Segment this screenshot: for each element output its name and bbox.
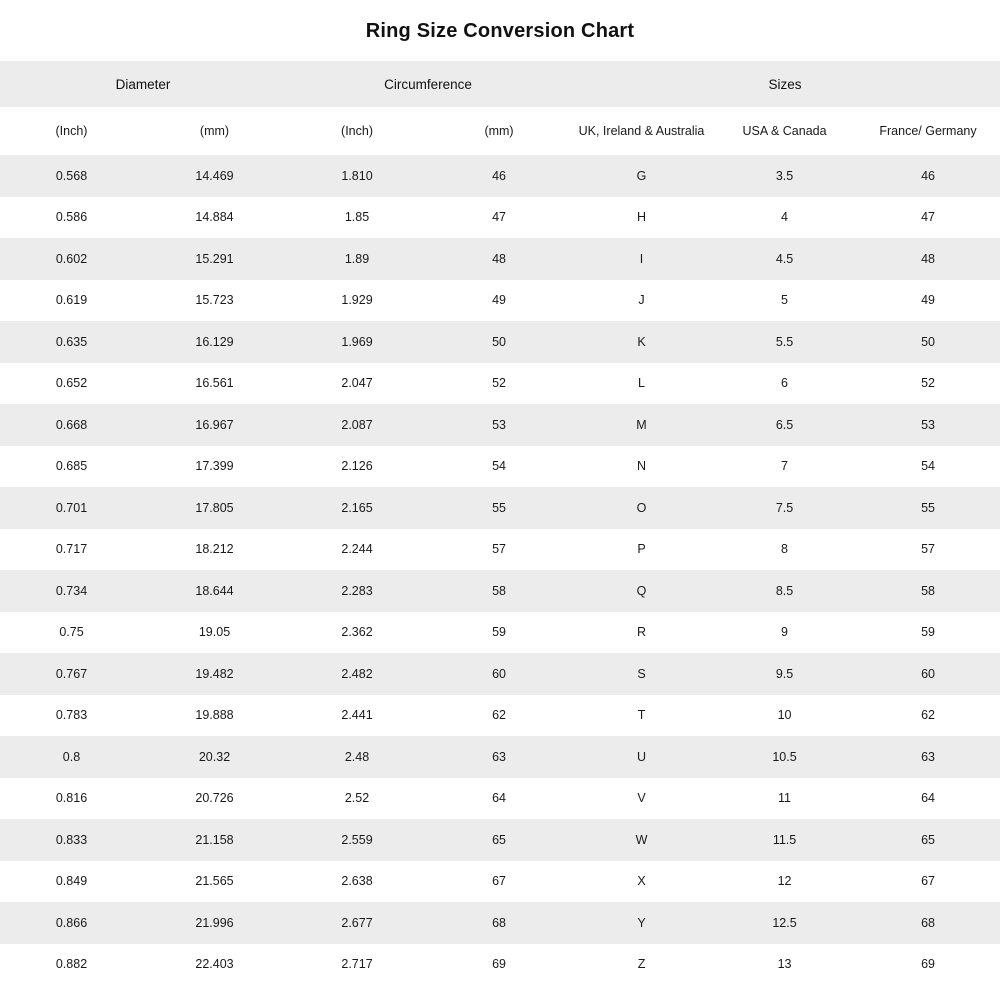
ring-size-conversion-table	[0, 61, 1000, 985]
table-cell: 54	[428, 446, 570, 488]
table-cell: 52	[856, 363, 1000, 405]
table-cell: 2.244	[286, 529, 428, 571]
table-cell: 48	[856, 238, 1000, 280]
table-cell: 1.929	[286, 280, 428, 322]
table-cell: 47	[428, 197, 570, 239]
table-cell: 53	[856, 404, 1000, 446]
table-cell: 47	[856, 197, 1000, 239]
table-cell: 2.52	[286, 778, 428, 820]
table-cell: K	[570, 321, 713, 363]
table-cell: 4	[713, 197, 856, 239]
table-cell: 6	[713, 363, 856, 405]
table-cell: 4.5	[713, 238, 856, 280]
table-cell: O	[570, 487, 713, 529]
table-cell: 0.866	[0, 902, 143, 944]
table-cell: 2.48	[286, 736, 428, 778]
table-cell: 20.32	[143, 736, 286, 778]
table-cell: 65	[856, 819, 1000, 861]
table-cell: J	[570, 280, 713, 322]
table-cell: 59	[428, 612, 570, 654]
table-row	[0, 363, 1000, 405]
table-cell: 2.047	[286, 363, 428, 405]
table-cell: 8.5	[713, 570, 856, 612]
table-cell: 49	[856, 280, 1000, 322]
table-row	[0, 778, 1000, 820]
table-cell: 0.767	[0, 653, 143, 695]
table-cell: 9	[713, 612, 856, 654]
table-cell: 5.5	[713, 321, 856, 363]
sub-header-cell: France/ Germany	[856, 107, 1000, 155]
group-header-cell: Circumference	[286, 61, 570, 107]
table-cell: 0.586	[0, 197, 143, 239]
table-cell: M	[570, 404, 713, 446]
group-header-cell: Diameter	[0, 61, 286, 107]
table-cell: 1.89	[286, 238, 428, 280]
table-cell: 55	[856, 487, 1000, 529]
table-cell: 63	[428, 736, 570, 778]
table-cell: 0.602	[0, 238, 143, 280]
table-cell: 53	[428, 404, 570, 446]
table-cell: 2.362	[286, 612, 428, 654]
group-header-row	[0, 61, 1000, 107]
table-row	[0, 280, 1000, 322]
table-row	[0, 155, 1000, 197]
table-cell: 52	[428, 363, 570, 405]
sub-header-cell: (mm)	[143, 107, 286, 155]
table-cell: W	[570, 819, 713, 861]
table-cell: 69	[856, 944, 1000, 986]
table-cell: 8	[713, 529, 856, 571]
table-cell: 67	[428, 861, 570, 903]
table-cell: Q	[570, 570, 713, 612]
table-cell: 0.8	[0, 736, 143, 778]
table-cell: 1.810	[286, 155, 428, 197]
table-cell: H	[570, 197, 713, 239]
table-cell: 50	[428, 321, 570, 363]
table-cell: 21.996	[143, 902, 286, 944]
table-cell: 68	[856, 902, 1000, 944]
table-cell: 2.559	[286, 819, 428, 861]
table-header	[0, 61, 1000, 155]
table-cell: 15.723	[143, 280, 286, 322]
sub-header-cell: (Inch)	[0, 107, 143, 155]
table-cell: 2.638	[286, 861, 428, 903]
table-cell: N	[570, 446, 713, 488]
table-cell: 46	[856, 155, 1000, 197]
table-cell: 2.677	[286, 902, 428, 944]
table-cell: P	[570, 529, 713, 571]
table-row	[0, 197, 1000, 239]
table-cell: 5	[713, 280, 856, 322]
table-row	[0, 487, 1000, 529]
table-cell: 68	[428, 902, 570, 944]
table-cell: 11.5	[713, 819, 856, 861]
table-cell: 1.969	[286, 321, 428, 363]
table-cell: 2.283	[286, 570, 428, 612]
table-cell: 1.85	[286, 197, 428, 239]
table-cell: 58	[428, 570, 570, 612]
table-row	[0, 446, 1000, 488]
table-cell: 2.441	[286, 695, 428, 737]
table-cell: I	[570, 238, 713, 280]
table-cell: 10	[713, 695, 856, 737]
sub-header-cell: (mm)	[428, 107, 570, 155]
table-cell: 55	[428, 487, 570, 529]
table-cell: 57	[428, 529, 570, 571]
table-cell: Y	[570, 902, 713, 944]
table-cell: 62	[428, 695, 570, 737]
table-cell: 16.967	[143, 404, 286, 446]
table-cell: 14.884	[143, 197, 286, 239]
table-cell: 65	[428, 819, 570, 861]
table-cell: 0.833	[0, 819, 143, 861]
table-cell: 18.644	[143, 570, 286, 612]
table-cell: 12	[713, 861, 856, 903]
table-cell: Z	[570, 944, 713, 986]
table-cell: 0.652	[0, 363, 143, 405]
table-cell: 0.685	[0, 446, 143, 488]
table-cell: 20.726	[143, 778, 286, 820]
table-cell: 6.5	[713, 404, 856, 446]
table-row	[0, 529, 1000, 571]
table-row	[0, 944, 1000, 986]
table-cell: 58	[856, 570, 1000, 612]
table-cell: 0.701	[0, 487, 143, 529]
table-cell: 50	[856, 321, 1000, 363]
table-cell: 69	[428, 944, 570, 986]
table-cell: 0.75	[0, 612, 143, 654]
table-cell: 0.619	[0, 280, 143, 322]
table-cell: 2.482	[286, 653, 428, 695]
table-cell: 0.783	[0, 695, 143, 737]
table-cell: 14.469	[143, 155, 286, 197]
table-cell: 7.5	[713, 487, 856, 529]
table-cell: 2.165	[286, 487, 428, 529]
table-cell: 46	[428, 155, 570, 197]
table-cell: 19.888	[143, 695, 286, 737]
table-cell: T	[570, 695, 713, 737]
table-body	[0, 155, 1000, 985]
table-cell: 9.5	[713, 653, 856, 695]
table-cell: 13	[713, 944, 856, 986]
table-cell: 2.087	[286, 404, 428, 446]
table-row	[0, 612, 1000, 654]
table-cell: 0.568	[0, 155, 143, 197]
table-row	[0, 404, 1000, 446]
sub-header-cell: USA & Canada	[713, 107, 856, 155]
table-cell: G	[570, 155, 713, 197]
table-cell: 17.805	[143, 487, 286, 529]
table-cell: 0.668	[0, 404, 143, 446]
table-cell: S	[570, 653, 713, 695]
table-cell: 21.565	[143, 861, 286, 903]
table-cell: 0.882	[0, 944, 143, 986]
sub-header-cell: UK, Ireland & Australia	[570, 107, 713, 155]
table-row	[0, 861, 1000, 903]
table-cell: 19.482	[143, 653, 286, 695]
table-cell: 63	[856, 736, 1000, 778]
table-cell: 60	[428, 653, 570, 695]
table-cell: 59	[856, 612, 1000, 654]
table-cell: 2.717	[286, 944, 428, 986]
table-cell: 62	[856, 695, 1000, 737]
group-header-cell: Sizes	[570, 61, 1000, 107]
sub-header-row	[0, 107, 1000, 155]
table-cell: V	[570, 778, 713, 820]
table-cell: 10.5	[713, 736, 856, 778]
table-cell: 19.05	[143, 612, 286, 654]
table-cell: 60	[856, 653, 1000, 695]
table-cell: 64	[428, 778, 570, 820]
table-cell: 16.561	[143, 363, 286, 405]
table-cell: 48	[428, 238, 570, 280]
table-row	[0, 238, 1000, 280]
table-cell: 17.399	[143, 446, 286, 488]
table-cell: 0.635	[0, 321, 143, 363]
table-row	[0, 736, 1000, 778]
table-cell: 0.734	[0, 570, 143, 612]
sub-header-cell: (Inch)	[286, 107, 428, 155]
table-cell: X	[570, 861, 713, 903]
table-cell: 7	[713, 446, 856, 488]
table-row	[0, 819, 1000, 861]
table-cell: 22.403	[143, 944, 286, 986]
table-cell: U	[570, 736, 713, 778]
table-row	[0, 570, 1000, 612]
table-cell: 0.849	[0, 861, 143, 903]
table-cell: 18.212	[143, 529, 286, 571]
table-row	[0, 321, 1000, 363]
table-cell: 2.126	[286, 446, 428, 488]
table-cell: 21.158	[143, 819, 286, 861]
table-cell: 16.129	[143, 321, 286, 363]
table-cell: 0.816	[0, 778, 143, 820]
table-cell: 64	[856, 778, 1000, 820]
table-row	[0, 695, 1000, 737]
table-cell: 0.717	[0, 529, 143, 571]
table-cell: 15.291	[143, 238, 286, 280]
table-cell: 57	[856, 529, 1000, 571]
table-cell: 49	[428, 280, 570, 322]
table-cell: 11	[713, 778, 856, 820]
table-cell: 12.5	[713, 902, 856, 944]
table-cell: R	[570, 612, 713, 654]
page-title: Ring Size Conversion Chart	[365, 20, 635, 42]
table-row	[0, 653, 1000, 695]
table-cell: 67	[856, 861, 1000, 903]
table-cell: L	[570, 363, 713, 405]
table-cell: 54	[856, 446, 1000, 488]
table-cell: 3.5	[713, 155, 856, 197]
table-row	[0, 902, 1000, 944]
